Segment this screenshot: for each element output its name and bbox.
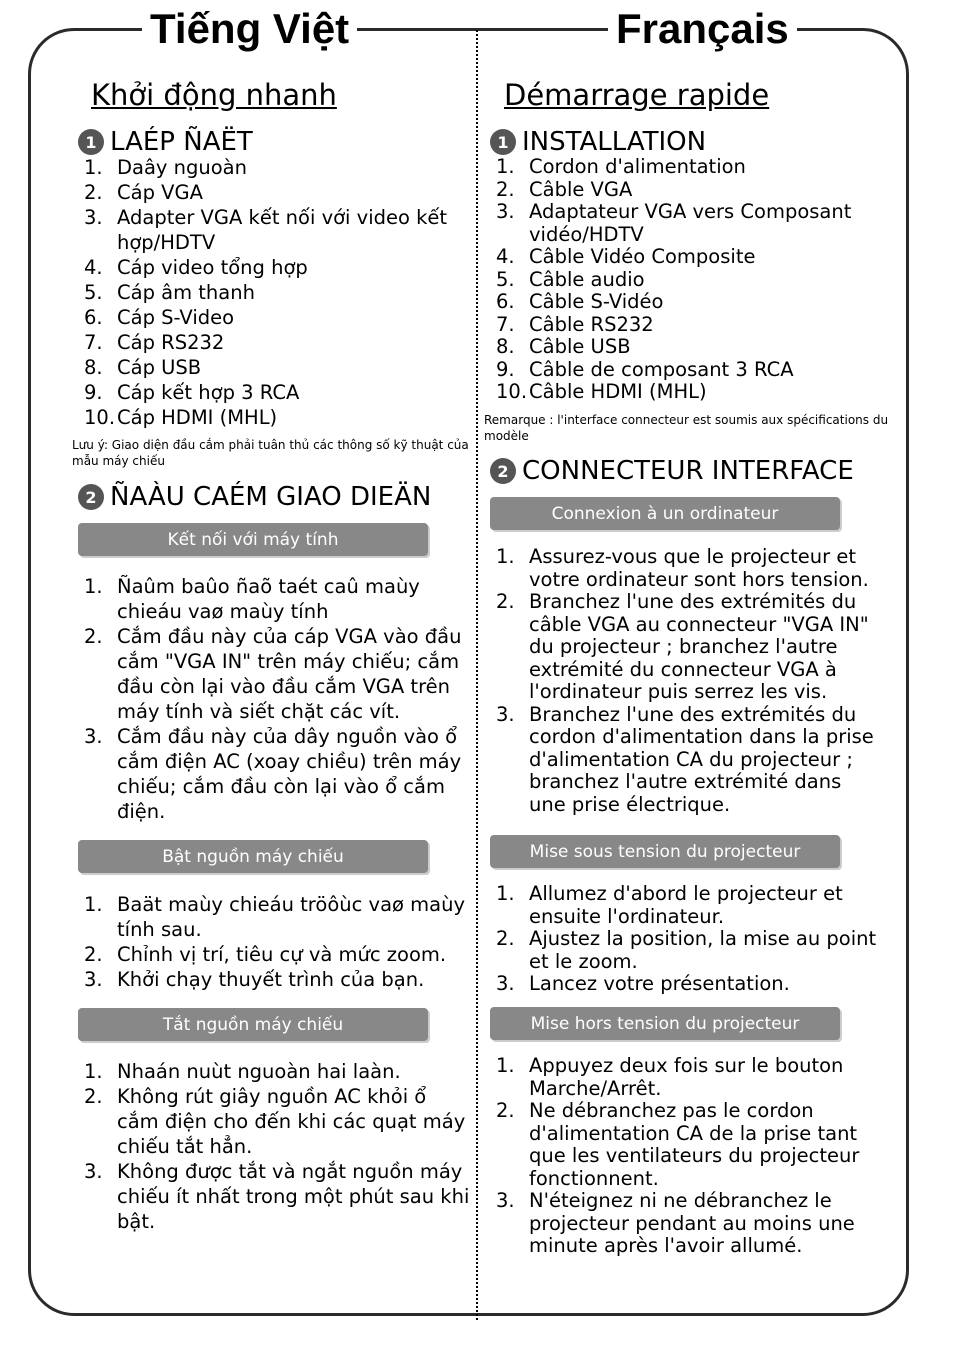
item-number: 2. bbox=[84, 625, 103, 648]
item-number: 4. bbox=[496, 245, 515, 268]
power-on-steps-list bbox=[484, 883, 884, 996]
list-item bbox=[72, 1059, 472, 1084]
item-text: Branchez l'une des extrémités du cordon d'alimentation dans la prise d'alimentation CA du projecteur ; branchez l'autre extrémité dans une prise électrique. bbox=[529, 702, 874, 816]
item-number: 2. bbox=[496, 1099, 515, 1122]
list-item bbox=[72, 967, 472, 992]
list-item bbox=[72, 574, 472, 624]
item-number: 4. bbox=[84, 256, 103, 279]
item-number: 3. bbox=[496, 972, 515, 995]
item-number: 1. bbox=[84, 575, 103, 598]
list-item bbox=[72, 1159, 472, 1234]
item-text: Cáp USB bbox=[117, 356, 202, 379]
item-text: Cáp video tổng hợp bbox=[117, 256, 308, 279]
list-item bbox=[72, 1084, 472, 1159]
item-text: Lancez votre présentation. bbox=[529, 972, 790, 995]
number-2-icon: 2 bbox=[78, 484, 104, 510]
number-1-icon: 1 bbox=[490, 129, 516, 155]
power-off-label: Mise hors tension du projecteur bbox=[490, 1007, 840, 1040]
item-number: 3. bbox=[84, 725, 103, 748]
list-item bbox=[484, 883, 884, 928]
item-text: Câble USB bbox=[529, 335, 631, 358]
quickstart-title: Démarrage rapide bbox=[504, 78, 770, 112]
item-number: 2. bbox=[496, 927, 515, 950]
section-title: INSTALLATION bbox=[522, 127, 707, 157]
section-title: CONNECTEUR INTERFACE bbox=[522, 456, 854, 486]
list-item bbox=[484, 1055, 884, 1100]
footnote: Lưu ý: Giao diện đầu cắm phải tuân thủ các thông số kỹ thuật của mẫu máy chiếu bbox=[72, 438, 469, 468]
section-title: ÑAÀU CAÉM GIAO DIEÄN bbox=[110, 482, 432, 512]
item-number: 5. bbox=[84, 281, 103, 304]
item-number: 10. bbox=[496, 380, 528, 403]
item-text: Baät maùy chieáu tröôùc vaø maùy tính sau. bbox=[117, 893, 466, 941]
power-off-steps-list bbox=[72, 1059, 472, 1234]
list-item bbox=[484, 269, 884, 292]
list-item bbox=[72, 255, 472, 280]
number-1-icon: 1 bbox=[78, 129, 104, 155]
item-text: Cáp HDMI (MHL) bbox=[117, 406, 278, 429]
power-on-label: Bật nguồn máy chiếu bbox=[78, 840, 428, 873]
connect-steps-list bbox=[72, 574, 472, 824]
item-number: 3. bbox=[496, 200, 515, 223]
item-text: Cáp S-Video bbox=[117, 306, 235, 329]
item-text: Khởi chạy thuyết trình của bạn. bbox=[117, 968, 425, 991]
item-text: Cắm đầu này của cáp VGA vào đầu cắm "VGA IN" trên máy chiếu; cắm đầu còn lại vào đầu cắm VGA trên máy tính và siết chặt các vít. bbox=[117, 625, 462, 723]
item-text: Câble RS232 bbox=[529, 312, 654, 336]
item-text: Adaptateur VGA vers Composant vidéo/HDTV bbox=[529, 200, 852, 246]
item-text: Cáp VGA bbox=[117, 181, 203, 204]
section-2-heading bbox=[78, 482, 431, 512]
list-item bbox=[484, 336, 884, 359]
connect-computer-label: Connexion à un ordinateur bbox=[490, 497, 840, 530]
list-item bbox=[72, 305, 472, 330]
item-number: 10. bbox=[84, 406, 116, 429]
item-number: 1. bbox=[496, 545, 515, 568]
item-text: Câble de composant 3 RCA bbox=[529, 357, 794, 381]
item-text: Câble Vidéo Composite bbox=[529, 245, 756, 268]
item-text: Câble S-Vidéo bbox=[529, 290, 664, 313]
item-text: Câble HDMI (MHL) bbox=[529, 380, 707, 403]
item-number: 7. bbox=[496, 312, 515, 336]
item-number: 5. bbox=[496, 267, 515, 291]
list-item bbox=[484, 156, 884, 179]
list-item bbox=[484, 179, 884, 202]
item-number: 1. bbox=[496, 1054, 515, 1077]
item-text: Câble VGA bbox=[529, 177, 633, 201]
vietnamese-heading: Tiếng Việt bbox=[142, 4, 357, 54]
power-on-steps-list bbox=[72, 892, 472, 992]
item-number: 1. bbox=[84, 156, 103, 179]
item-number: 1. bbox=[496, 882, 515, 905]
list-item bbox=[72, 380, 472, 405]
list-item bbox=[72, 355, 472, 380]
item-text: Câble audio bbox=[529, 267, 645, 291]
item-text: Cắm đầu này của dây nguồn vào ổ cắm điện AC (xoay chiều) trên máy chiếu; cắm đầu còn lại vào ổ cắm điện. bbox=[117, 725, 462, 823]
item-number: 1. bbox=[84, 893, 103, 916]
package-list bbox=[484, 156, 884, 404]
section-1-heading bbox=[490, 127, 706, 157]
list-item bbox=[72, 205, 472, 255]
package-list bbox=[72, 155, 472, 430]
list-item bbox=[72, 280, 472, 305]
list-item bbox=[72, 330, 472, 355]
item-text: Ne débranchez pas le cordon d'alimentation CA de la prise tant que les ventilateurs du projecteur fonctionnent. bbox=[529, 1099, 860, 1190]
list-item bbox=[72, 942, 472, 967]
list-item bbox=[484, 591, 884, 704]
item-text: Appuyez deux fois sur le bouton Marche/Arrêt. bbox=[529, 1054, 844, 1100]
list-item bbox=[72, 724, 472, 824]
item-text: Cáp RS232 bbox=[117, 331, 225, 354]
list-item bbox=[484, 381, 884, 404]
list-item bbox=[72, 892, 472, 942]
item-text: Cordon d'alimentation bbox=[529, 155, 746, 178]
list-item bbox=[484, 546, 884, 591]
item-number: 2. bbox=[84, 181, 103, 204]
item-number: 7. bbox=[84, 331, 103, 354]
item-text: Adapter VGA kết nối với video kết hợp/HDTV bbox=[117, 206, 448, 254]
item-number: 6. bbox=[84, 306, 103, 329]
list-item bbox=[72, 180, 472, 205]
connect-steps-list bbox=[484, 546, 884, 816]
list-item bbox=[484, 1190, 884, 1258]
item-number: 3. bbox=[84, 206, 103, 229]
footnote: Remarque : l'interface connecteur est soumis aux spécifications du modèle bbox=[484, 413, 889, 443]
item-number: 8. bbox=[496, 335, 515, 358]
list-item bbox=[484, 928, 884, 973]
item-text: Ñaûm baûo ñaõ taét caû maùy chieáu vaø maùy tính bbox=[117, 575, 420, 623]
item-text: Cáp âm thanh bbox=[117, 281, 255, 304]
list-item bbox=[484, 973, 884, 996]
item-text: Assurez-vous que le projecteur et votre ordinateur sont hors tension. bbox=[529, 545, 869, 591]
number-2-icon: 2 bbox=[490, 458, 516, 484]
item-number: 9. bbox=[84, 381, 103, 404]
list-item bbox=[484, 1100, 884, 1190]
item-text: Branchez l'une des extrémités du câble VGA au connecteur "VGA IN" du projecteur ; branchez l'autre extrémité du connecteur VGA à l'ordinateur puis serrez les vis. bbox=[529, 590, 869, 703]
list-item bbox=[484, 246, 884, 269]
section-1-heading bbox=[78, 127, 253, 157]
item-number: 3. bbox=[496, 1189, 515, 1212]
item-text: Nhaán nuùt nguoàn hai laàn. bbox=[117, 1060, 401, 1083]
item-text: Cáp kết hợp 3 RCA bbox=[117, 381, 300, 404]
power-off-steps-list bbox=[484, 1055, 884, 1258]
item-text: Allumez d'abord le projecteur et ensuite l'ordinateur. bbox=[529, 882, 843, 928]
item-number: 2. bbox=[496, 590, 515, 613]
item-number: 2. bbox=[496, 177, 515, 201]
quickstart-title: Khởi động nhanh bbox=[91, 78, 337, 112]
section-title: LAÉP ÑAËT bbox=[110, 127, 253, 157]
item-text: Không rút giây nguồn AC khỏi ổ cắm điện cho đến khi các quạt máy chiếu tắt hẳn. bbox=[117, 1085, 466, 1158]
item-text: Ajustez la position, la mise au point et le zoom. bbox=[529, 927, 877, 973]
french-heading: Français bbox=[608, 4, 797, 54]
power-on-label: Mise sous tension du projecteur bbox=[490, 835, 840, 868]
list-item bbox=[72, 624, 472, 724]
item-number: 1. bbox=[84, 1060, 103, 1083]
item-text: Không được tắt và ngắt nguồn máy chiếu ít nhất trong một phút sau khi bật. bbox=[117, 1160, 470, 1233]
item-number: 2. bbox=[84, 1085, 103, 1108]
list-item bbox=[484, 291, 884, 314]
list-item bbox=[72, 405, 472, 430]
column-divider bbox=[476, 30, 478, 1320]
item-number: 8. bbox=[84, 356, 103, 379]
list-item bbox=[484, 359, 884, 382]
item-text: N'éteignez ni ne débranchez le projecteur pendant au moins une minute après l'avoir allumé. bbox=[529, 1189, 855, 1257]
item-text: Daây nguoàn bbox=[117, 156, 247, 179]
item-number: 6. bbox=[496, 290, 515, 313]
list-item bbox=[484, 704, 884, 817]
power-off-label: Tắt nguồn máy chiếu bbox=[78, 1008, 428, 1041]
list-item bbox=[484, 201, 884, 246]
item-number: 3. bbox=[84, 1160, 103, 1183]
item-text: Chỉnh vị trí, tiêu cự và mức zoom. bbox=[117, 943, 447, 966]
list-item bbox=[72, 155, 472, 180]
item-number: 2. bbox=[84, 943, 103, 966]
item-number: 3. bbox=[496, 702, 515, 726]
section-2-heading bbox=[490, 456, 854, 486]
list-item bbox=[484, 314, 884, 337]
item-number: 9. bbox=[496, 357, 515, 381]
connect-computer-label: Kết nối với máy tính bbox=[78, 523, 428, 556]
item-number: 3. bbox=[84, 968, 103, 991]
item-number: 1. bbox=[496, 155, 515, 178]
